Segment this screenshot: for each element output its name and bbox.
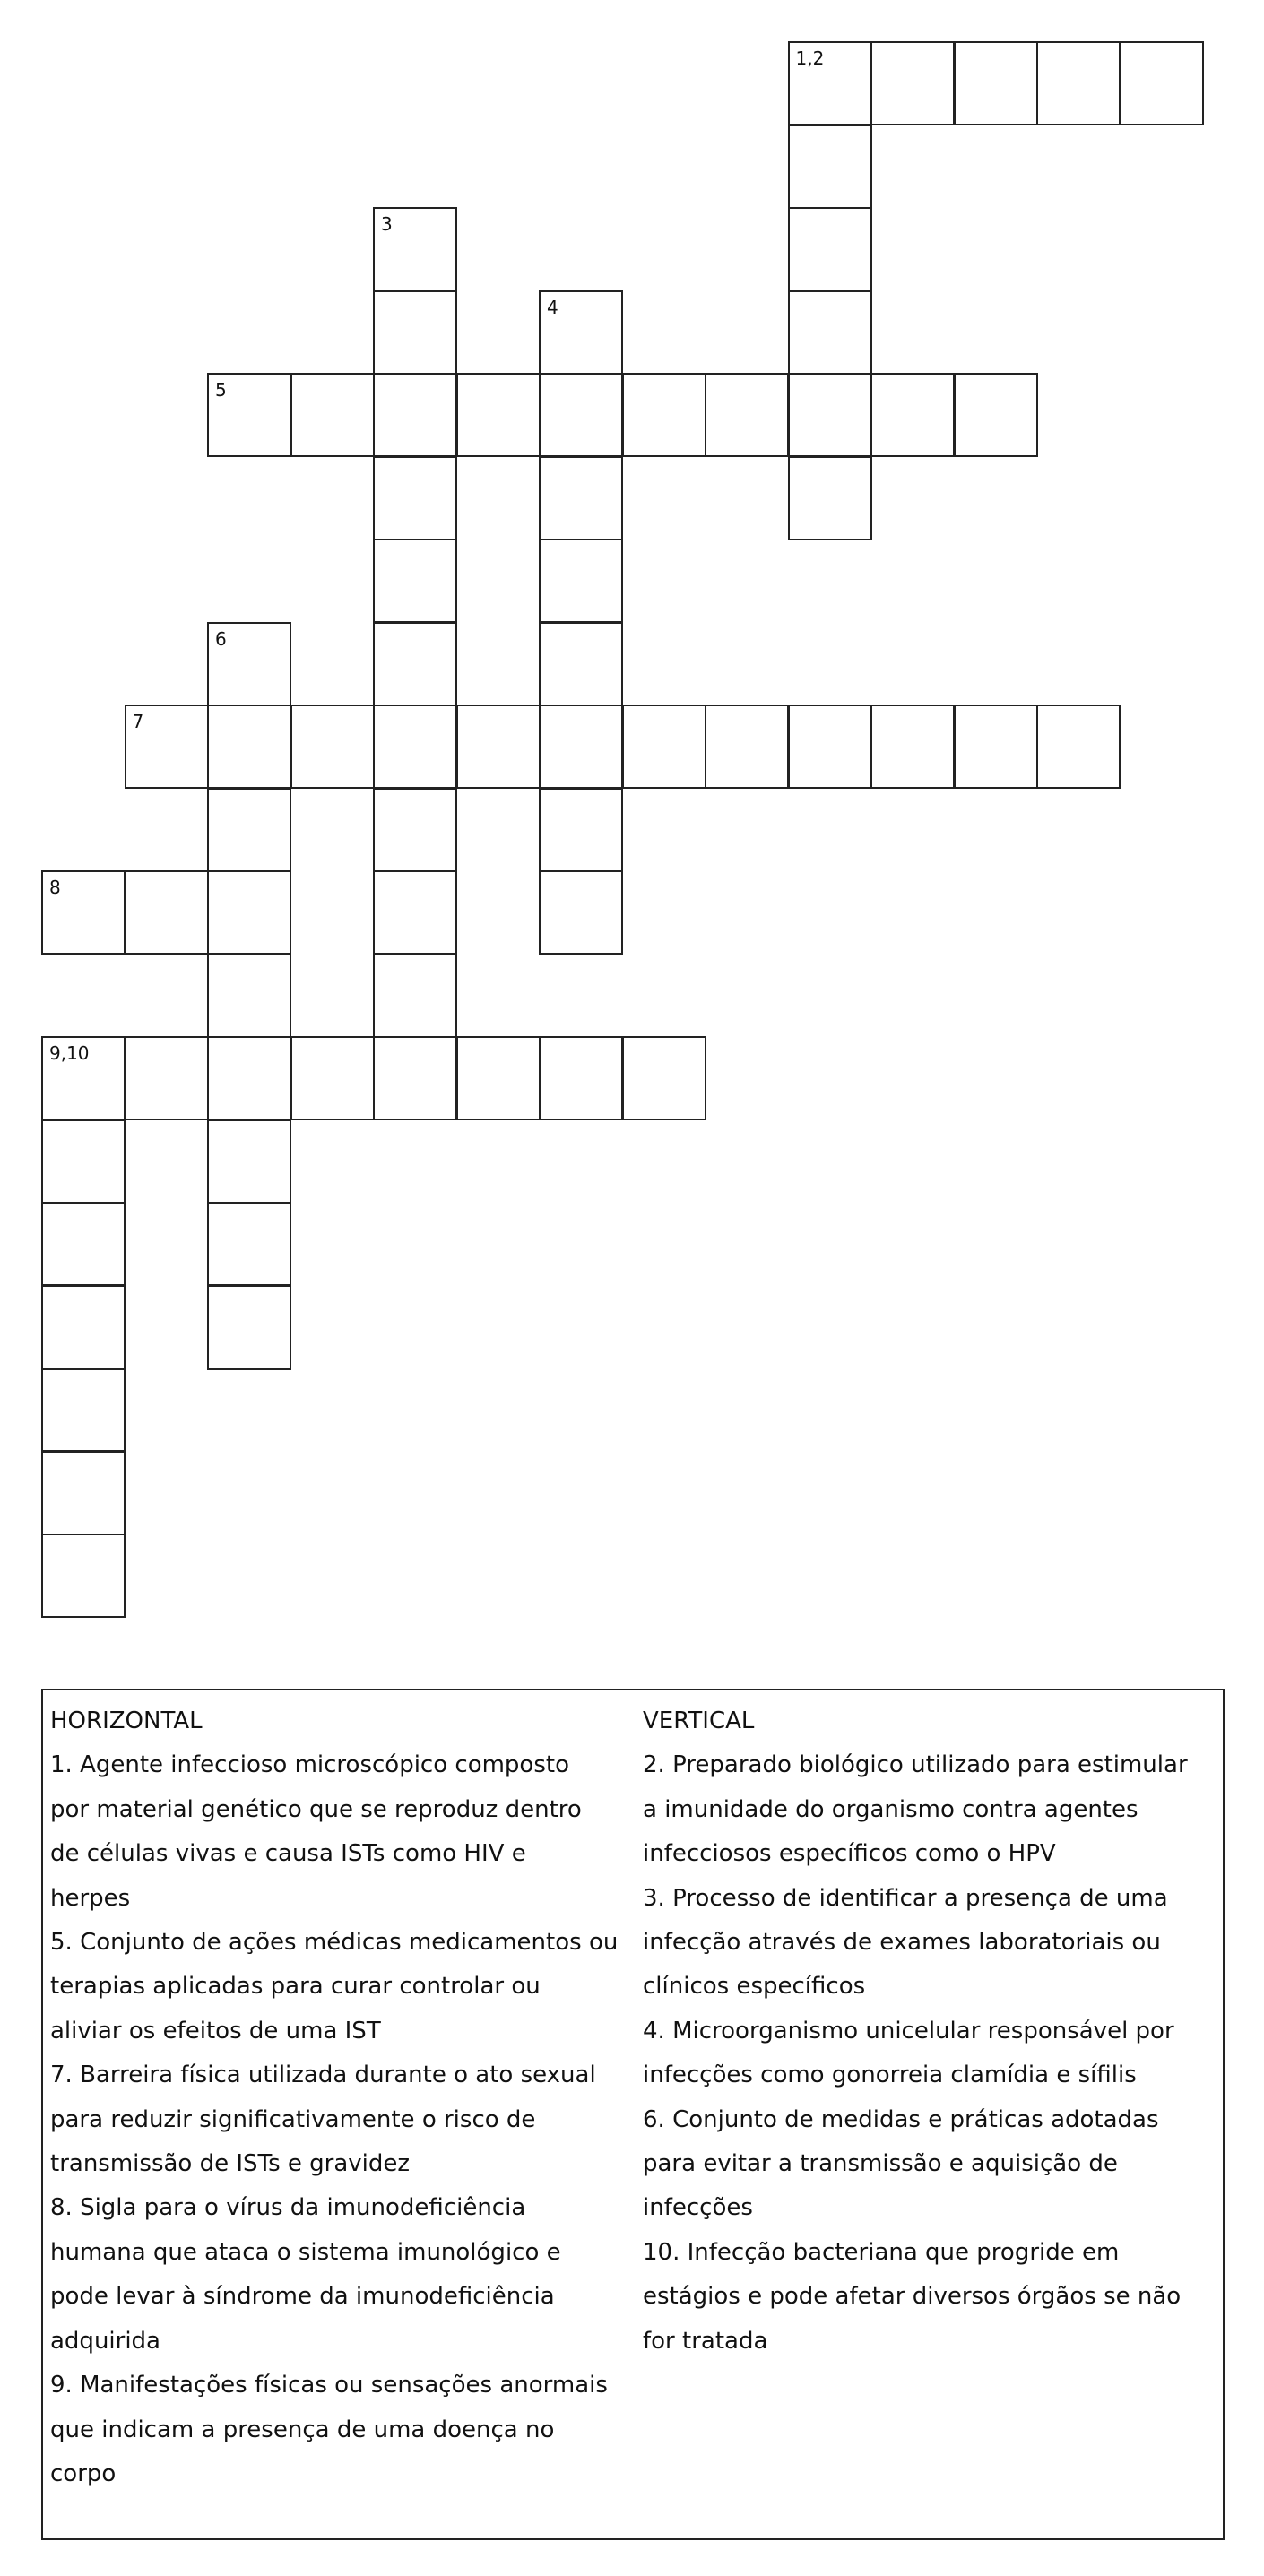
crossword-cell[interactable] (207, 1202, 291, 1286)
clue-line: adquirida (50, 2327, 160, 2355)
crossword-cell[interactable] (41, 1285, 126, 1370)
crossword-cell[interactable] (539, 788, 623, 872)
crossword-cell[interactable] (290, 1036, 375, 1120)
crossword-cell-numbered[interactable] (207, 373, 291, 457)
crossword-cell[interactable] (539, 539, 623, 623)
crossword-cell[interactable] (622, 373, 706, 457)
clue-line: para evitar a transmissão e aquisição de (643, 2150, 1118, 2178)
clue-number: 4 (547, 296, 558, 318)
clue-line: 8. Sigla para o vírus da imunodeficiência (50, 2194, 526, 2222)
clue-line: corpo (50, 2459, 117, 2487)
crossword-cell[interactable] (788, 290, 872, 375)
crossword-cell[interactable] (373, 954, 457, 1038)
crossword-cell[interactable] (456, 373, 541, 457)
crossword-cell[interactable] (373, 788, 457, 872)
crossword-cell[interactable] (207, 870, 291, 955)
clue-line: 6. Conjunto de medidas e práticas adotadas (643, 2105, 1159, 2133)
crossword-cell[interactable] (1036, 41, 1121, 125)
crossword-cell-numbered[interactable] (41, 870, 126, 955)
clue-line: infecções como gonorreia clamídia e sífilis (643, 2062, 1137, 2089)
clue-line: terapias aplicadas para curar controlar ou (50, 1973, 541, 2001)
crossword-cell[interactable] (788, 125, 872, 209)
crossword-cell[interactable] (456, 1036, 541, 1120)
crossword-cell[interactable] (207, 788, 291, 872)
crossword-cell[interactable] (290, 373, 375, 457)
clue-line: transmissão de ISTs e gravidez (50, 2150, 411, 2178)
clue-line: aliviar os efeitos de uma IST (50, 2017, 381, 2044)
clue-line: pode levar à síndrome da imunodeficiência (50, 2283, 555, 2311)
crossword-cell[interactable] (373, 870, 457, 955)
crossword-cell[interactable] (373, 1036, 457, 1120)
clue-line: infecções (643, 2194, 753, 2222)
clue-line: humana que ataca o sistema imunológico e (50, 2238, 561, 2266)
crossword-cell[interactable] (539, 456, 623, 540)
crossword-cell[interactable] (788, 207, 872, 291)
crossword-cell[interactable] (539, 622, 623, 706)
clue-line: para reduzir significativamente o risco de (50, 2105, 536, 2133)
crossword-cell[interactable] (705, 373, 789, 457)
clue-number: 3 (381, 213, 393, 235)
crossword-cell[interactable] (539, 705, 623, 789)
clue-line: 2. Preparado biológico utilizado para estimular (643, 1751, 1188, 1779)
crossword-cell[interactable] (539, 870, 623, 955)
crossword-cell[interactable] (207, 954, 291, 1038)
crossword-cell[interactable] (207, 705, 291, 789)
crossword-cell[interactable] (622, 1036, 706, 1120)
crossword-cell[interactable] (954, 41, 1038, 125)
crossword-cell-numbered[interactable] (539, 290, 623, 375)
crossword-cell[interactable] (41, 1534, 126, 1618)
crossword-cell-numbered[interactable] (207, 622, 291, 706)
crossword-cell[interactable] (373, 705, 457, 789)
crossword-cell[interactable] (705, 705, 789, 789)
clue-line: herpes (50, 1884, 131, 1912)
clue-line: infecção através de exames laboratoriais ou (643, 1929, 1161, 1957)
clue-line: clínicos específicos (643, 1973, 866, 2001)
horizontal-heading: HORIZONTAL (50, 1707, 203, 1734)
crossword-cell[interactable] (373, 373, 457, 457)
crossword-cell[interactable] (373, 290, 457, 375)
crossword-cell[interactable] (41, 1451, 126, 1535)
clue-line: 5. Conjunto de ações médicas medicamentos ou (50, 1929, 619, 1957)
clue-line: 3. Processo de identificar a presença de uma (643, 1884, 1168, 1912)
clue-line: estágios e pode afetar diversos órgãos se não (643, 2283, 1182, 2311)
crossword-cell[interactable] (125, 870, 209, 955)
crossword-cell[interactable] (539, 1036, 623, 1120)
vertical-heading: VERTICAL (643, 1707, 755, 1734)
clue-line: 7. Barreira física utilizada durante o ato sexual (50, 2062, 596, 2089)
clue-line: por material genético que se reproduz dentro (50, 1795, 582, 1823)
clue-line: for tratada (643, 2327, 768, 2355)
clue-line: 4. Microorganismo unicelular responsável por (643, 2017, 1174, 2044)
crossword-cell[interactable] (207, 1036, 291, 1120)
crossword-cell[interactable] (125, 1036, 209, 1120)
crossword-cell[interactable] (870, 41, 955, 125)
clue-line: 9. Manifestações físicas ou sensações anormais (50, 2372, 608, 2399)
crossword-cell[interactable] (456, 705, 541, 789)
crossword-cell[interactable] (41, 1119, 126, 1204)
crossword-cell[interactable] (954, 373, 1038, 457)
crossword-cell[interactable] (870, 705, 955, 789)
clue-line: a imunidade do organismo contra agentes (643, 1795, 1138, 1823)
clue-number: 9,10 (49, 1042, 90, 1064)
crossword-cell-numbered[interactable] (41, 1036, 126, 1120)
crossword-cell[interactable] (290, 705, 375, 789)
clue-line: 1. Agente infeccioso microscópico composto (50, 1751, 569, 1779)
clues-box (41, 1689, 1225, 2540)
crossword-cell[interactable] (373, 622, 457, 706)
clue-number: 8 (49, 877, 61, 898)
crossword-cell[interactable] (954, 705, 1038, 789)
crossword-cell[interactable] (373, 456, 457, 540)
crossword-cell[interactable] (788, 456, 872, 540)
crossword-cell[interactable] (207, 1119, 291, 1204)
clue-number: 6 (215, 627, 227, 650)
crossword-cell[interactable] (41, 1368, 126, 1452)
clue-line: infecciosos específicos como o HPV (643, 1840, 1056, 1868)
crossword-cell-numbered[interactable] (373, 207, 457, 291)
clue-number: 5 (215, 379, 227, 401)
clue-line: 10. Infecção bacteriana que progride em (643, 2238, 1120, 2266)
clue-number: 7 (132, 711, 144, 732)
horizontal-clues (50, 1699, 633, 2496)
clue-line: de células vivas e causa ISTs como HIV e (50, 1840, 526, 1868)
crossword-cell-numbered[interactable] (125, 705, 209, 789)
crossword-cell[interactable] (373, 539, 457, 623)
crossword-cell[interactable] (539, 373, 623, 457)
crossword-cell[interactable] (207, 1285, 291, 1370)
crossword-cell[interactable] (41, 1202, 126, 1286)
crossword-cell-numbered[interactable] (788, 41, 872, 125)
crossword-cell[interactable] (1036, 705, 1121, 789)
crossword-cell[interactable] (788, 705, 872, 789)
crossword-cell[interactable] (622, 705, 706, 789)
clue-line: que indicam a presença de uma doença no (50, 2416, 555, 2443)
vertical-clues (643, 1699, 1216, 2364)
clue-number: 1,2 (795, 48, 825, 69)
crossword-cell[interactable] (1120, 41, 1204, 125)
crossword-cell[interactable] (788, 373, 872, 457)
crossword-cell[interactable] (870, 373, 955, 457)
